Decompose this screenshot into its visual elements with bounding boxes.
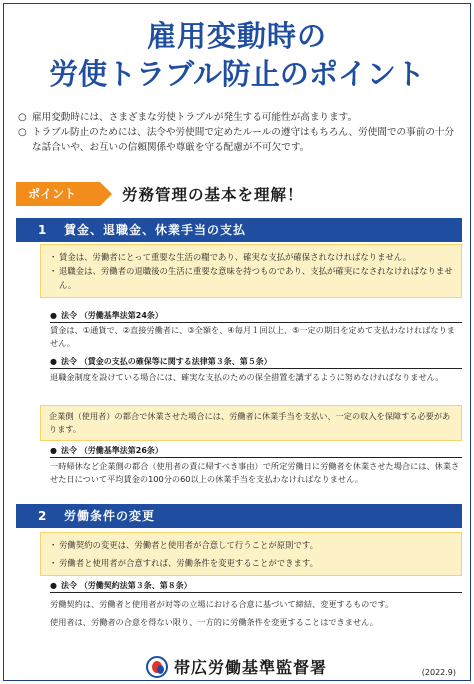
law-text: 賃金は、①通貨で、②直接労働者に、③全額を、④毎月１回以上、⑤一定の期日を定めて支払わなければなりません。 xyxy=(50,325,455,348)
law-heading xyxy=(50,445,462,458)
law-title: 法令 （労働契約法第３条、第８条） xyxy=(60,581,192,590)
office-name: 帯広労働基準監督署 xyxy=(174,658,328,677)
intro-text: 雇用変動時には、さまざまな労使トラブルが発生する可能性が高まります。 xyxy=(32,112,358,123)
intro-text: トラブル防止のためには、法令や労使間で定めたルールの遵守はもちろん、労使間での事前の十分な話合いや、お互いの信頼関係や尊厳を守る配慮が不可欠です。 xyxy=(32,127,455,153)
summary-text: 労働契約の変更は、労働者と使用者が合意して行うことが原則です。 xyxy=(59,540,318,550)
section-title: 労働条件の変更 xyxy=(64,509,156,523)
summary-text: 賃金は、労働者にとって重要な生活の糧であり、確実な支払が確保されなければなりません。 xyxy=(59,252,412,262)
point-tag: ポイント xyxy=(16,182,100,206)
dot-bullet-icon: ・ xyxy=(49,540,58,550)
title-line-1: 雇用変動時の xyxy=(146,19,327,53)
leaflet-page xyxy=(3,3,471,681)
labor-bureau-logo-icon xyxy=(146,656,168,678)
footer-logo xyxy=(146,655,327,678)
law-text: 使用者は、労働者の合意を得ない限り、一方的に労働条件を変更することはできません。 xyxy=(50,617,378,627)
summary-text: 退職金は、労働者の退職後の生活に重要な意味を持つものであり、支払が確実になされなければなりません。 xyxy=(59,266,453,290)
issue-date: (2022.9) xyxy=(421,668,456,677)
law-text: 労働契約は、労働者と使用者が対等の立場における合意に基づいて締結、変更するものです。 xyxy=(50,599,394,609)
law-title: 法令 （労働基準法第26条） xyxy=(60,446,163,455)
bullet-dot-icon: ● xyxy=(50,581,57,590)
intro-item xyxy=(18,125,460,155)
law-text: 一時帰休など企業側の都合（使用者の責に帰すべき事由）で所定労働日に労働者を休業させた場合には、休業させた日について平均賃金の100分の60以上の休業手当を支払わなければなりません。 xyxy=(50,461,460,484)
section-number: 2 xyxy=(38,509,48,523)
summary-item xyxy=(49,538,453,552)
circle-bullet-icon: ○ xyxy=(18,127,27,138)
section-1-note-box: 企業側（使用者）の都合で休業させた場合には、労働者に休業手当を支払い、一定の収入を保障する必要があります。 xyxy=(40,405,462,441)
summary-item xyxy=(49,556,453,570)
dot-bullet-icon: ・ xyxy=(49,266,58,276)
section-1-summary-box xyxy=(40,244,462,298)
section-2-header xyxy=(16,504,462,528)
section-title: 賃金、退職金、休業手当の支払 xyxy=(64,223,247,237)
title-line-2: 労使トラブル防止のポイント xyxy=(49,57,425,91)
section-2-summary-box xyxy=(40,532,462,576)
section-1-header xyxy=(16,218,462,242)
circle-bullet-icon: ○ xyxy=(18,112,27,123)
bullet-dot-icon: ● xyxy=(50,311,57,320)
law-text: 退職金制度を設けている場合には、確実な支払のための保全措置を講ずるように努めなければなりません。 xyxy=(50,372,444,382)
bullet-dot-icon: ● xyxy=(50,446,57,455)
summary-text: 労働者と使用者が合意すれば、労働条件を変更することができます。 xyxy=(59,558,318,568)
point-header xyxy=(16,182,304,206)
law-heading xyxy=(50,310,462,323)
intro-item xyxy=(18,110,460,125)
summary-item xyxy=(49,264,453,292)
bullet-dot-icon: ● xyxy=(50,357,57,366)
law-title: 法令 （賃金の支払の確保等に関する法律第３条、第５条） xyxy=(60,357,272,366)
section-number: 1 xyxy=(38,223,48,237)
law-title: 法令 （労働基準法第24条） xyxy=(60,311,163,320)
summary-item xyxy=(49,250,453,264)
dot-bullet-icon: ・ xyxy=(49,252,58,262)
law-heading xyxy=(50,580,462,593)
intro-list xyxy=(18,110,460,155)
dot-bullet-icon: ・ xyxy=(49,558,58,568)
point-heading: 労務管理の基本を理解！ xyxy=(122,186,304,204)
law-heading xyxy=(50,356,462,369)
